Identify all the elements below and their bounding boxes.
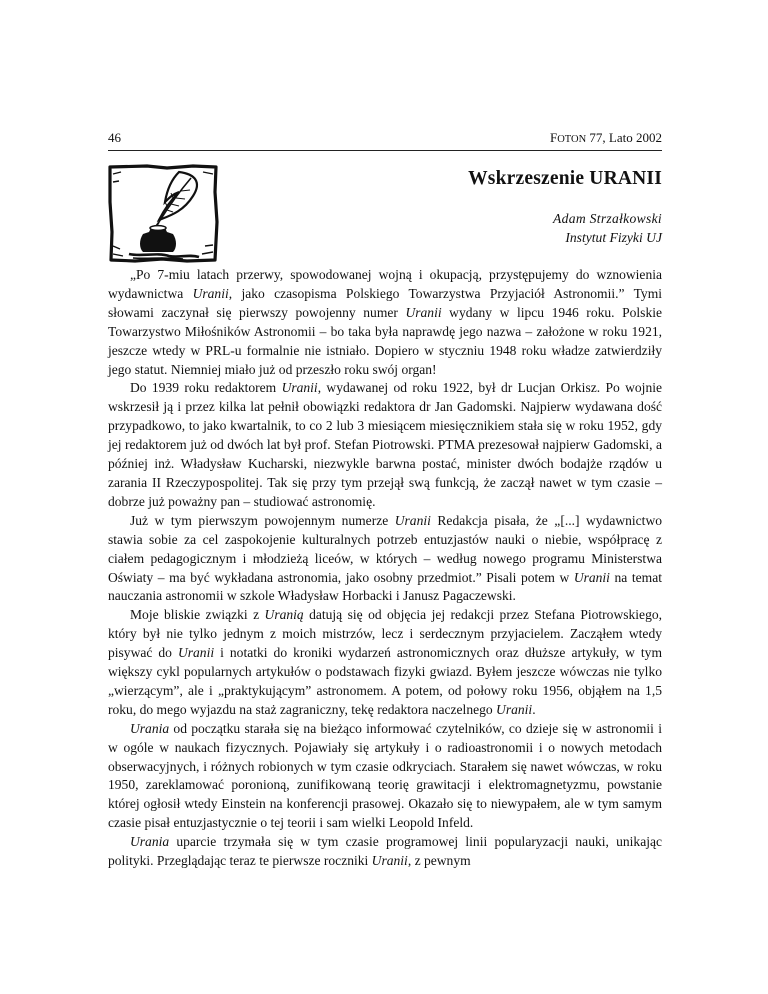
paragraph-3: Już w tym pierwszym powojennym numerze Uranii Redakcja pisała, że „[...] wydawnictwo stawia sobie za cel zaspokojenie kulturalnych potrzeb entuzjastów nauki o niebie, współpracę z ciałem pedagogicznym i młodzieżą liceów, w których – według nowego programu Ministerstwa Oświaty – ma być wykładana astronomia, jako osobny przedmiot.” Pisali potem w Uranii na temat nauczania astronomii w szkole Władysław Horbacki i Janusz Pagaczewski. [108,512,662,604]
page-number: 46 [108,130,121,145]
quill-inkwell-icon [107,162,219,264]
paragraph-5: Urania od początku starała się na bieżąco informować czytelników, co dzieje się w astronomii i w ogóle w naukach fizycznych. Pojawiały się artykuły i o radioastronomii i o nowych metodach obserwacyjnych, i różnych robionych w tym czasie odkryciach. Starałem się nawet wówczas, w roku 1950, zareklamować poronioną, zunifikowaną teorię grawitacji i elektromagnetyzmu, powstanie której ogłosił wtedy Einstein na konferencji prasowej. Okazało się to niewypałem, ale w tym samym czasie pisał entuzjastycznie o tej teorii i sam wielki Leopold Infeld. [108,720,662,831]
journal-initial: F [549,130,558,145]
author-affiliation: Instytut Fizyki UJ [565,230,662,245]
paragraph-1: „Po 7-miu latach przerwy, spowodowanej wojną i okupacją, przystępujemy do wznowienia wydawnictwa Uranii, jako czasopisma Polskiego Towarzystwa Przyjaciół Astronomii.” Tymi słowami zaczynał się pierwszy powojenny numer Uranii wydany w lipcu 1946 roku. Polskie Towarzystwo Miłośników Astronomii – bo taka była naprawdę jego nazwa – założone w roku 1921, jeszcze wtedy w PRL-u formalnie nie istniało. Dopiero w styczniu 1948 roku władze zatwierdziły jego statut. Niemniej miało już od przeszło roku swój organ! [108,267,663,377]
journal-issue [550,130,662,147]
paragraph-6: Urania uparcie trzymała się w tym czasie programowej linii popularyzacji nauki, unikając polityki. Przeglądając teraz te pierwsze roczniki Uranii, z pewnym [108,834,662,869]
issue-info: 77, Lato 2002 [586,130,662,145]
paragraph-4: Moje bliskie związki z Uranią datują się od objęcia jej redakcji przez Stefana Piotrowskiego, który był nie tylko jednym z moich mistrzów, lecz i serdecznym przyjacielem. Zacząłem wtedy pisywać do Uranii i notatki do kroniki wydarzeń astronomicznych oraz dłuższe artykuły, w tym większy cykl popularnych artykułów o podstawach fizyki gwiazd. Byłem jeszcze wówczas nie tylko „wierzącym”, ale i „praktykującym” astronomem. A potem, od połowy roku 1956, objąłem na 1,5 roku, do mego wyjazdu na staż zagraniczny, tekę redaktora naczelnego Uranii. [108,607,662,717]
article-body [108,266,662,871]
journal-name-smallcaps: OTON [557,134,587,145]
article-author: Adam Strzałkowski [553,211,662,226]
header-rule [108,150,662,151]
paragraph-2: Do 1939 roku redaktorem Uranii, wydawanej od roku 1922, był dr Lucjan Orkisz. Po wojnie wskrzesił ją i przez kilka lat pełnił obowiązki redaktora dr Jan Gadomski. Najpierw wydawana dość przypadkowo, to jako kwartalnik, to co 2 lub 3 miesiącem miesięcznikiem stała się w roku 1952, gdy jej redaktorem już od dwóch lat był prof. Stefan Piotrowski. PTMA prezesował najpierw Gadomski, a później inż. Władysław Kucharski, niezwykle barwna postać, minister dwóch bodajże rządów u zarania II Rzeczypospolitej. Tak się przy tym przejął swą funkcją, że zaczął nawet w tym czasie – dobrze już poważny pan – studiować astronomię. [108,380,662,509]
running-header [108,130,662,147]
article-title: Wskrzeszenie URANII [468,168,662,189]
